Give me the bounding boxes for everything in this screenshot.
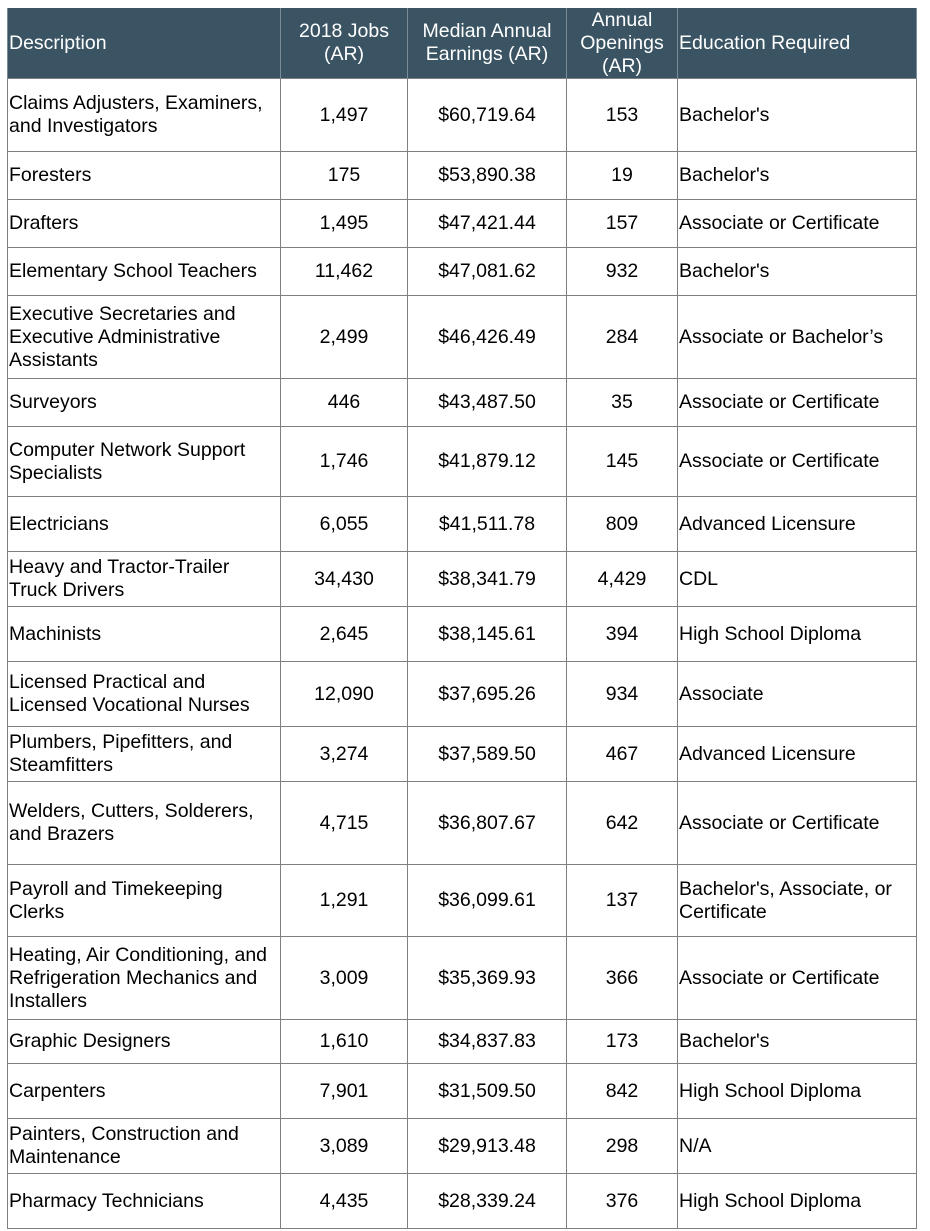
cell-openings: 137 [567,865,678,937]
header-openings: Annual Openings (AR) [567,8,678,79]
cell-jobs: 2,645 [281,607,408,662]
cell-earnings: $38,341.79 [408,552,567,607]
cell-openings: 376 [567,1174,678,1229]
cell-description: Executive Secretaries and Executive Administrative Assistants [8,296,281,379]
cell-earnings: $38,145.61 [408,607,567,662]
cell-earnings: $41,879.12 [408,427,567,497]
cell-openings: 467 [567,727,678,782]
cell-description: Payroll and Timekeeping Clerks [8,865,281,937]
cell-openings: 842 [567,1064,678,1119]
cell-earnings: $41,511.78 [408,497,567,552]
cell-jobs: 1,495 [281,200,408,248]
table-header [8,8,917,79]
cell-earnings: $34,837.83 [408,1020,567,1064]
cell-education: Bachelor's [678,1020,917,1064]
table-row [8,427,917,497]
table-body [8,79,917,1229]
cell-earnings: $31,509.50 [408,1064,567,1119]
cell-jobs: 1,746 [281,427,408,497]
table-row [8,200,917,248]
cell-earnings: $37,695.26 [408,662,567,727]
table-row [8,865,917,937]
cell-jobs: 6,055 [281,497,408,552]
cell-description: Painters, Construction and Maintenance [8,1119,281,1174]
cell-openings: 284 [567,296,678,379]
cell-jobs: 3,009 [281,937,408,1020]
cell-jobs: 11,462 [281,248,408,296]
cell-openings: 366 [567,937,678,1020]
cell-earnings: $60,719.64 [408,79,567,152]
table-row [8,607,917,662]
cell-education: Advanced Licensure [678,497,917,552]
cell-education: Advanced Licensure [678,727,917,782]
cell-description: Electricians [8,497,281,552]
cell-description: Elementary School Teachers [8,248,281,296]
table-row [8,1064,917,1119]
table-row [8,1020,917,1064]
cell-earnings: $46,426.49 [408,296,567,379]
cell-education: Associate or Certificate [678,200,917,248]
cell-description: Foresters [8,152,281,200]
header-row [8,8,917,79]
cell-jobs: 446 [281,379,408,427]
cell-description: Carpenters [8,1064,281,1119]
cell-education: Associate or Bachelor’s [678,296,917,379]
cell-description: Pharmacy Technicians [8,1174,281,1229]
cell-earnings: $47,421.44 [408,200,567,248]
cell-education: Bachelor's [678,248,917,296]
cell-earnings: $43,487.50 [408,379,567,427]
cell-earnings: $53,890.38 [408,152,567,200]
cell-education: Bachelor's, Associate, or Certificate [678,865,917,937]
cell-earnings: $47,081.62 [408,248,567,296]
cell-earnings: $37,589.50 [408,727,567,782]
cell-description: Computer Network Support Specialists [8,427,281,497]
cell-education: Associate [678,662,917,727]
cell-jobs: 2,499 [281,296,408,379]
table-row [8,152,917,200]
cell-openings: 145 [567,427,678,497]
cell-description: Licensed Practical and Licensed Vocational Nurses [8,662,281,727]
cell-jobs: 3,089 [281,1119,408,1174]
cell-openings: 394 [567,607,678,662]
cell-description: Heavy and Tractor-Trailer Truck Drivers [8,552,281,607]
table-row [8,79,917,152]
header-education: Education Required [678,8,917,79]
table-row [8,296,917,379]
cell-openings: 932 [567,248,678,296]
cell-description: Drafters [8,200,281,248]
occupations-table [7,8,917,1229]
table-row [8,1174,917,1229]
cell-jobs: 4,435 [281,1174,408,1229]
cell-jobs: 12,090 [281,662,408,727]
header-earnings: Median Annual Earnings (AR) [408,8,567,79]
cell-education: Associate or Certificate [678,937,917,1020]
header-jobs: 2018 Jobs (AR) [281,8,408,79]
cell-description: Welders, Cutters, Solderers, and Brazers [8,782,281,865]
cell-description: Machinists [8,607,281,662]
table-row [8,552,917,607]
table-row [8,662,917,727]
cell-description: Claims Adjusters, Examiners, and Investigators [8,79,281,152]
table-row [8,782,917,865]
cell-education: Bachelor's [678,79,917,152]
cell-openings: 4,429 [567,552,678,607]
table-row [8,727,917,782]
cell-education: Associate or Certificate [678,427,917,497]
cell-earnings: $28,339.24 [408,1174,567,1229]
table-row [8,1119,917,1174]
cell-jobs: 1,291 [281,865,408,937]
cell-education: Associate or Certificate [678,782,917,865]
cell-description: Surveyors [8,379,281,427]
cell-earnings: $35,369.93 [408,937,567,1020]
cell-education: High School Diploma [678,1174,917,1229]
cell-earnings: $36,807.67 [408,782,567,865]
cell-openings: 642 [567,782,678,865]
cell-jobs: 1,497 [281,79,408,152]
cell-openings: 173 [567,1020,678,1064]
cell-jobs: 4,715 [281,782,408,865]
cell-openings: 934 [567,662,678,727]
cell-jobs: 7,901 [281,1064,408,1119]
cell-jobs: 1,610 [281,1020,408,1064]
cell-description: Heating, Air Conditioning, and Refrigeration Mechanics and Installers [8,937,281,1020]
cell-openings: 35 [567,379,678,427]
table-row [8,937,917,1020]
table-row [8,379,917,427]
header-description: Description [8,8,281,79]
cell-education: CDL [678,552,917,607]
cell-education: Bachelor's [678,152,917,200]
cell-description: Plumbers, Pipefitters, and Steamfitters [8,727,281,782]
cell-education: N/A [678,1119,917,1174]
cell-openings: 153 [567,79,678,152]
cell-openings: 809 [567,497,678,552]
cell-jobs: 175 [281,152,408,200]
table-row [8,248,917,296]
cell-jobs: 3,274 [281,727,408,782]
cell-jobs: 34,430 [281,552,408,607]
cell-education: High School Diploma [678,1064,917,1119]
cell-openings: 19 [567,152,678,200]
cell-description: Graphic Designers [8,1020,281,1064]
cell-openings: 157 [567,200,678,248]
cell-openings: 298 [567,1119,678,1174]
cell-education: High School Diploma [678,607,917,662]
cell-education: Associate or Certificate [678,379,917,427]
cell-earnings: $29,913.48 [408,1119,567,1174]
table-row [8,497,917,552]
cell-earnings: $36,099.61 [408,865,567,937]
